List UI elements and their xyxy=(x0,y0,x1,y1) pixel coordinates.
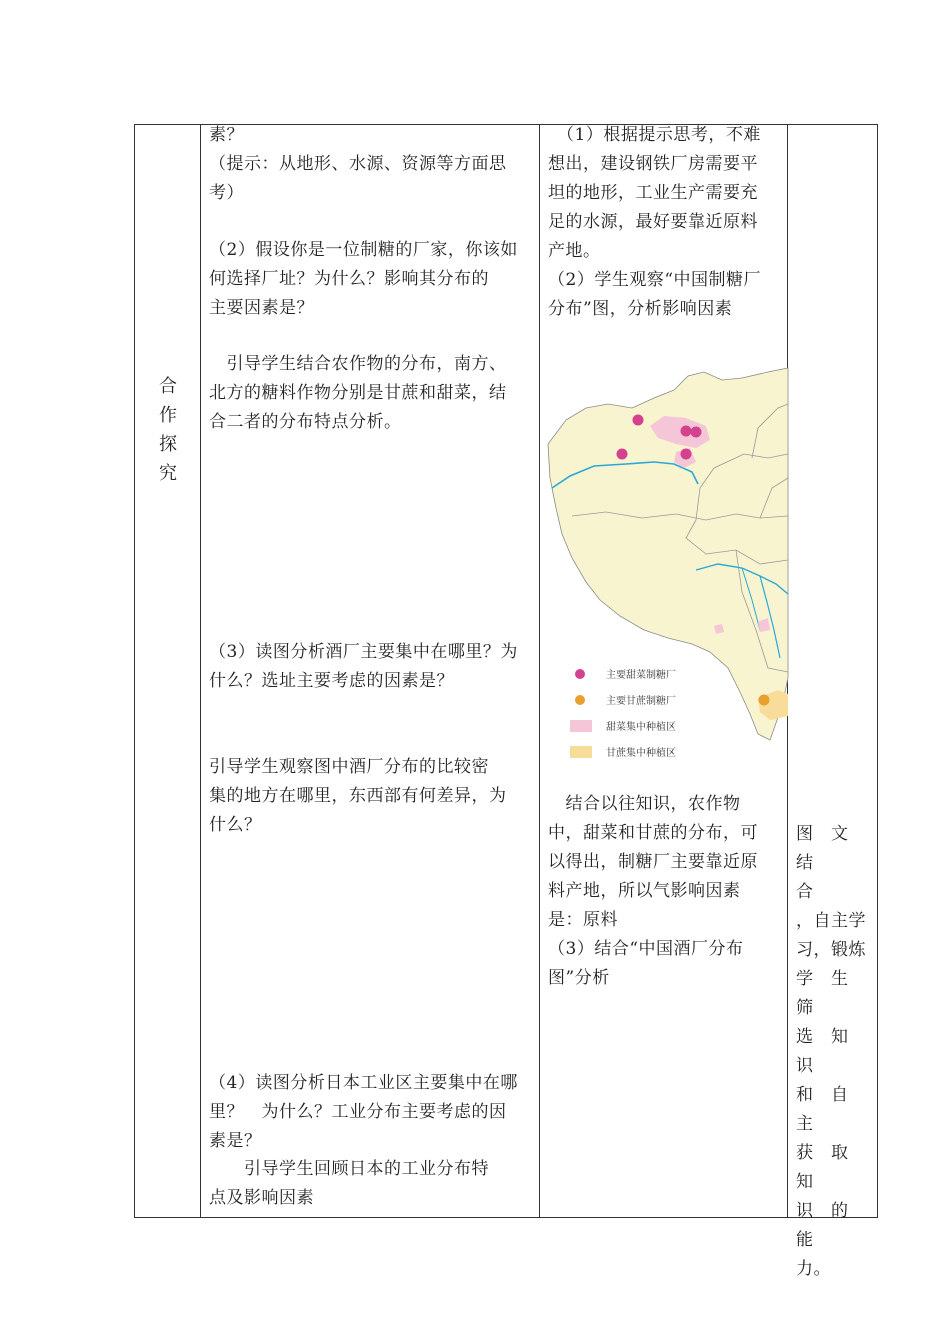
text-line: 什么？ xyxy=(209,815,262,835)
student-answer-3 xyxy=(548,790,784,935)
teacher-question-4 xyxy=(209,1069,534,1156)
legend-label: 主要甘蔗制糖厂 xyxy=(606,696,676,707)
teacher-question-3 xyxy=(209,638,534,696)
text-line: 足的水源，最好要靠近原料 xyxy=(548,212,758,232)
text-line: 引导学生结合农作物的分布，南方、 xyxy=(209,354,507,374)
text-line: 考） xyxy=(209,183,244,203)
text-line: 分布”图，分析影响因素 xyxy=(548,299,733,319)
text-line: 里？ 为什么？工业分布主要考虑的因 xyxy=(209,1102,507,1122)
stage-char: 合 xyxy=(159,376,177,397)
text-line: 坦的地形，工业生产需要充 xyxy=(548,183,758,203)
sugar-factory-map xyxy=(546,368,788,759)
stage-label xyxy=(156,372,180,488)
text-line: 主要因素是？ xyxy=(209,298,314,318)
beet-sugar-factory-marker xyxy=(633,415,644,426)
teacher-guidance-3 xyxy=(209,753,534,840)
legend-marker-swatch xyxy=(570,746,592,758)
beet-sugar-factory-marker xyxy=(681,426,692,437)
text-line: （3）读图分析酒厂主要集中在哪里？为 xyxy=(209,642,518,662)
text-line: 北方的糖料作物分别是甘蔗和甜菜，结 xyxy=(209,383,507,403)
text-line: 学 生 筛 xyxy=(796,969,866,1018)
student-answer-4 xyxy=(548,935,784,993)
teacher-guidance-2 xyxy=(209,350,534,437)
text-line: （2）学生观察“中国制糖厂 xyxy=(548,270,762,290)
column-divider xyxy=(200,124,201,1218)
text-line: 中，甜菜和甘蔗的分布，可 xyxy=(548,823,758,843)
text-line: 料产地，所以气影响因素 xyxy=(548,881,741,901)
text-line: 合 xyxy=(796,882,814,902)
student-answer-1 xyxy=(548,121,784,266)
stage-char: 探 xyxy=(159,434,177,455)
text-line: 什么？选址主要考虑的因素是？ xyxy=(209,671,454,691)
design-intent xyxy=(796,820,874,1284)
legend-label: 主要甜菜制糖厂 xyxy=(606,670,676,681)
text-line: 素是？ xyxy=(209,1131,262,1151)
text-line: 力。 xyxy=(796,1259,831,1279)
text-line: （提示：从地形、水源、资源等方面思 xyxy=(209,154,507,174)
text-line: 结合以往知识，农作物 xyxy=(548,794,741,814)
text-line: 图 文 结 xyxy=(796,824,866,873)
text-line: 素？ xyxy=(209,125,244,145)
text-line: 产地。 xyxy=(548,241,601,261)
text-line: 集的地方在哪里，东西部有何差异，为 xyxy=(209,786,507,806)
text-line: 引导学生回顾日本的工业分布特 xyxy=(209,1159,489,1179)
beet-sugar-factory-marker xyxy=(691,427,702,438)
text-line: ，自主学 xyxy=(796,911,866,931)
teacher-question-2 xyxy=(209,236,534,323)
beet-sugar-factory-marker xyxy=(681,449,692,460)
text-line: （2）假设你是一位制糖的厂家，你该如 xyxy=(209,240,518,260)
stage-char: 究 xyxy=(159,463,177,484)
beet-sugar-factory-marker xyxy=(617,449,628,460)
text-line: （4）读图分析日本工业区主要集中在哪 xyxy=(209,1073,518,1093)
student-answer-2 xyxy=(548,266,784,324)
legend-marker-swatch xyxy=(570,720,592,732)
text-line: 识 的 能 xyxy=(796,1201,866,1250)
teacher-guidance-4 xyxy=(209,1155,534,1213)
text-line: 获 取 知 xyxy=(796,1143,866,1192)
text-line: 习，锻炼 xyxy=(796,940,866,960)
text-line: （3）结合“中国酒厂分布 xyxy=(548,939,744,959)
text-line: （1）根据提示思考，不难 xyxy=(548,125,761,145)
legend-label: 甘蔗集中种植区 xyxy=(606,748,676,759)
text-line: 图”分析 xyxy=(548,968,610,988)
legend-marker-dot xyxy=(575,695,585,705)
cane-sugar-factory-marker xyxy=(759,695,770,706)
text-line: 何选择厂址？为什么？影响其分布的 xyxy=(209,269,489,289)
text-line: 选 知 识 xyxy=(796,1027,866,1076)
text-line: 是：原料 xyxy=(548,910,618,930)
stage-char: 作 xyxy=(159,405,177,426)
column-divider xyxy=(539,124,540,1218)
text-line: 和 自 主 xyxy=(796,1085,866,1134)
text-line: 以得出，制糖厂主要靠近原 xyxy=(548,852,758,872)
legend-marker-dot xyxy=(575,669,585,679)
text-line: 引导学生观察图中酒厂分布的比较密 xyxy=(209,757,489,777)
legend-label: 甜菜集中种植区 xyxy=(606,722,676,733)
teacher-paragraph-1 xyxy=(209,121,534,208)
text-line: 合二者的分布特点分析。 xyxy=(209,412,402,432)
text-line: 想出，建设钢铁厂房需要平 xyxy=(548,154,758,174)
text-line: 点及影响因素 xyxy=(209,1188,314,1208)
